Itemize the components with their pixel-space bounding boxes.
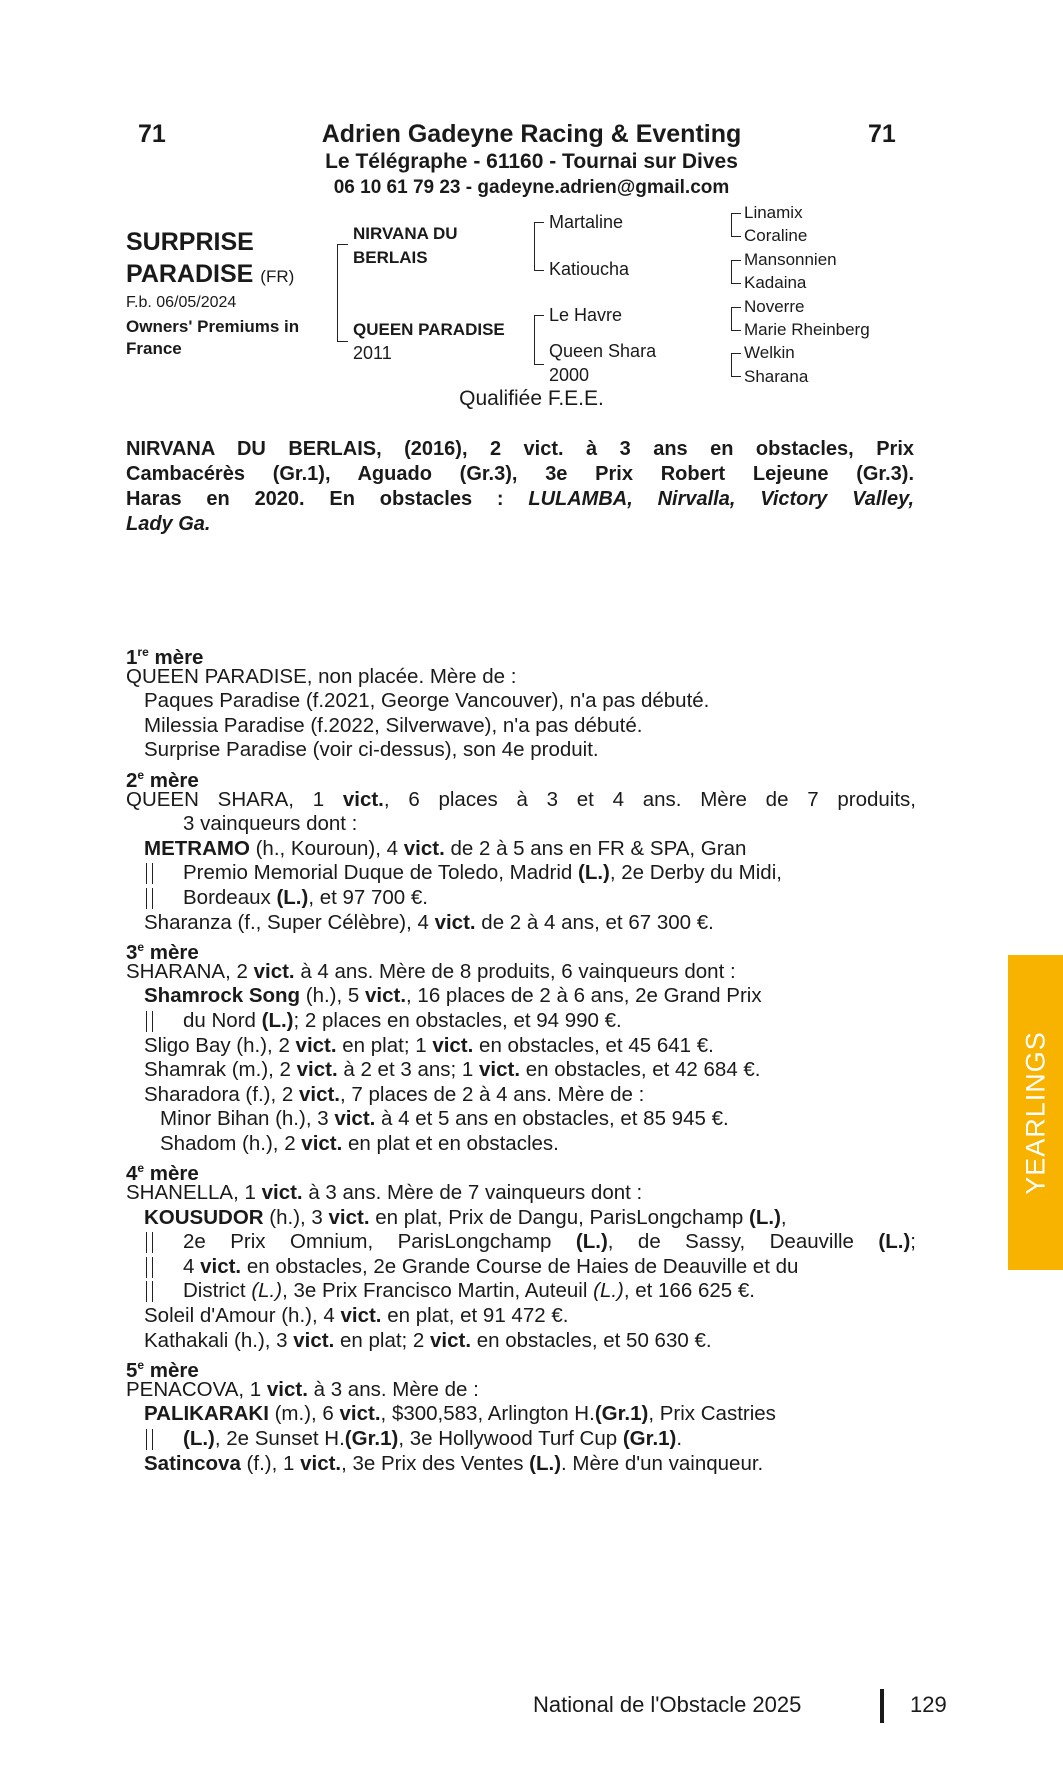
- side-tab-label: YEARLINGS: [1020, 1030, 1050, 1195]
- family-line: KOUSUDOR (h.), 3 vict. en plat, Prix de Dangu, ParisLongchamp (L.),: [144, 1205, 787, 1229]
- horse-sex-date: F.b. 06/05/2024: [126, 294, 237, 311]
- pedigree-dam-year: 2011: [353, 343, 392, 363]
- consignor-name: Adrien Gadeyne Racing & Eventing: [321, 120, 742, 148]
- pedigree-sire: [353, 222, 458, 270]
- family-line: Shamrak (m.), 2 vict. à 2 et 3 ans; 1 vict. en obstacles, et 42 684 €.: [144, 1058, 761, 1082]
- family-line: QUEEN PARADISE, non placée. Mère de :: [126, 664, 517, 688]
- pedigree-gs2: Katioucha: [549, 259, 630, 279]
- pedigree-gs3: Le Havre: [549, 305, 623, 325]
- pedigree-bracket-3d: [731, 353, 741, 377]
- family-line: Satincova (f.), 1 vict., 3e Prix des Ventes (L.). Mère d'un vainqueur.: [144, 1451, 764, 1475]
- family-line: SHARANA, 2 vict. à 4 ans. Mère de 8 produits, 6 vainqueurs dont :: [126, 959, 736, 983]
- pedigree-bracket-1: [337, 244, 348, 342]
- family-line: Bordeaux (L.), et 97 700 €.: [126, 886, 916, 911]
- footer-title: National de l'Obstacle 2025: [533, 1692, 802, 1717]
- family-line: 4 vict. en obstacles, 2e Grande Course de Haies de Deauville et du: [126, 1255, 916, 1280]
- pedigree-ggs3: Mansonnien: [744, 250, 837, 269]
- owners-line2: France: [126, 339, 182, 358]
- sire-line1: NIRVANA DU: [353, 224, 458, 243]
- lot-number-left: 71: [138, 120, 166, 148]
- pedigree-ggs7: Welkin: [744, 343, 795, 362]
- pedigree-bracket-3c: [731, 307, 741, 331]
- consignor-contact: 06 10 61 79 23 - gadeyne.adrien@gmail.com: [333, 177, 730, 198]
- mare-heading-1: 1re mère: [126, 645, 204, 669]
- family-line: Premio Memorial Duque de Toledo, Madrid (L.), 2e Derby du Midi,: [126, 861, 916, 886]
- family-line: METRAMO (h., Kouroun), 4 vict. de 2 à 5 ans en FR & SPA, Gran: [144, 836, 747, 860]
- pedigree-gs1: Martaline: [549, 212, 624, 232]
- intro-line1: NIRVANA DU BERLAIS, (2016), 2 vict. à 3 ans en obstacles, Prix: [126, 438, 914, 460]
- mare-heading-3: 3e mère: [126, 940, 199, 964]
- qualification-note: Qualifiée F.E.E.: [459, 387, 604, 410]
- pedigree-dam: QUEEN PARADISE: [353, 320, 505, 339]
- footer-separator: [880, 1689, 884, 1723]
- family-line: du Nord (L.); 2 places en obstacles, et 94 990 €.: [126, 1009, 916, 1034]
- family-line: PENACOVA, 1 vict. à 3 ans. Mère de :: [126, 1377, 479, 1401]
- pedigree-ggs2: Coraline: [744, 226, 808, 245]
- intro-line3a: Haras en 2020. En obstacles :: [126, 488, 529, 510]
- owners-premiums: [126, 316, 299, 360]
- sire-line2: BERLAIS: [353, 248, 428, 267]
- pedigree-bracket-3b: [731, 260, 741, 284]
- pedigree-ggs6: Marie Rheinberg: [744, 320, 870, 339]
- female-family: [126, 640, 916, 1476]
- mare-heading-4: 4e mère: [126, 1161, 199, 1186]
- family-line: District (L.), 3e Prix Francisco Martin, Auteuil (L.), et 166 625 €.: [126, 1279, 916, 1304]
- intro-line3: [126, 487, 914, 512]
- yearlings-side-tab: [1008, 955, 1063, 1270]
- horse-name-line2: PARADISE: [126, 260, 254, 288]
- family-line: Shadom (h.), 2 vict. en plat et en obstacles.: [160, 1131, 559, 1155]
- pedigree-gs4: Queen Shara: [549, 341, 657, 361]
- pedigree-bracket-3a: [731, 213, 741, 237]
- family-line: Sligo Bay (h.), 2 vict. en plat; 1 vict. en obstacles, et 45 641 €.: [144, 1033, 714, 1057]
- family-line: 3 vainqueurs dont :: [183, 812, 358, 836]
- owners-line1: Owners' Premiums in: [126, 317, 300, 336]
- family-line: Soleil d'Amour (h.), 4 vict. en plat, et 91 472 €.: [144, 1304, 569, 1328]
- pedigree-bracket-2a: [534, 222, 544, 271]
- intro-line3b: LULAMBA, Nirvalla, Victory Valley,: [528, 488, 915, 510]
- pedigree-ggs8: Sharana: [744, 367, 809, 386]
- family-line: Kathakali (h.), 3 vict. en plat; 2 vict. en obstacles, et 50 630 €.: [144, 1328, 712, 1352]
- pedigree-bracket-2b: [534, 315, 544, 365]
- intro-line2: Cambacérès (Gr.1), Aguado (Gr.3), 3e Prix Robert Lejeune (Gr.3).: [126, 463, 914, 485]
- family-line: Sharadora (f.), 2 vict., 7 places de 2 à 4 ans. Mère de :: [144, 1082, 645, 1106]
- family-line: QUEEN SHARA, 1 vict., 6 places à 3 et 4 ans. Mère de 7 produits,: [126, 787, 916, 811]
- horse-name-line1: SURPRISE: [126, 228, 254, 256]
- family-line: SHANELLA, 1 vict. à 3 ans. Mère de 7 vainqueurs dont :: [126, 1181, 643, 1205]
- lot-number-right: 71: [868, 120, 896, 148]
- intro-line4: Lady Ga.: [126, 513, 211, 535]
- family-line: Minor Bihan (h.), 3 vict. à 4 et 5 ans en obstacles, et 85 945 €.: [160, 1107, 729, 1131]
- mare-heading-2: 2e mère: [126, 767, 199, 792]
- pedigree-ggs4: Kadaina: [744, 273, 807, 292]
- pedigree-gs4-year: 2000: [549, 365, 590, 385]
- family-line: Paques Paradise (f.2021, George Vancouver), n'a pas débuté.: [144, 689, 710, 713]
- horse-country: (FR): [260, 267, 295, 286]
- family-line: PALIKARAKI (m.), 6 vict., $300,583, Arlington H.(Gr.1), Prix Castries: [144, 1402, 776, 1426]
- sire-intro: [126, 437, 914, 537]
- horse-name: [126, 226, 294, 293]
- family-line: Shamrock Song (h.), 5 vict., 16 places de 2 à 6 ans, 2e Grand Prix: [144, 984, 762, 1008]
- family-line: Milessia Paradise (f.2022, Silverwave), n'a pas débuté.: [144, 713, 643, 737]
- pedigree-ggs1: Linamix: [744, 203, 803, 222]
- page-number: 129: [910, 1692, 947, 1717]
- family-line: Surprise Paradise (voir ci-dessus), son 4e produit.: [144, 738, 599, 762]
- pedigree-ggs5: Noverre: [744, 297, 805, 316]
- family-line: Sharanza (f., Super Célèbre), 4 vict. de 2 à 4 ans, et 67 300 €.: [144, 910, 714, 934]
- mare-heading-5: 5e mère: [126, 1358, 199, 1383]
- family-line: 2e Prix Omnium, ParisLongchamp (L.), de Sassy, Deauville (L.);: [126, 1230, 916, 1255]
- consignor-address: Le Télégraphe - 61160 - Tournai sur Dives: [325, 150, 738, 173]
- family-line: (L.), 2e Sunset H.(Gr.1), 3e Hollywood Turf Cup (Gr.1).: [126, 1427, 916, 1452]
